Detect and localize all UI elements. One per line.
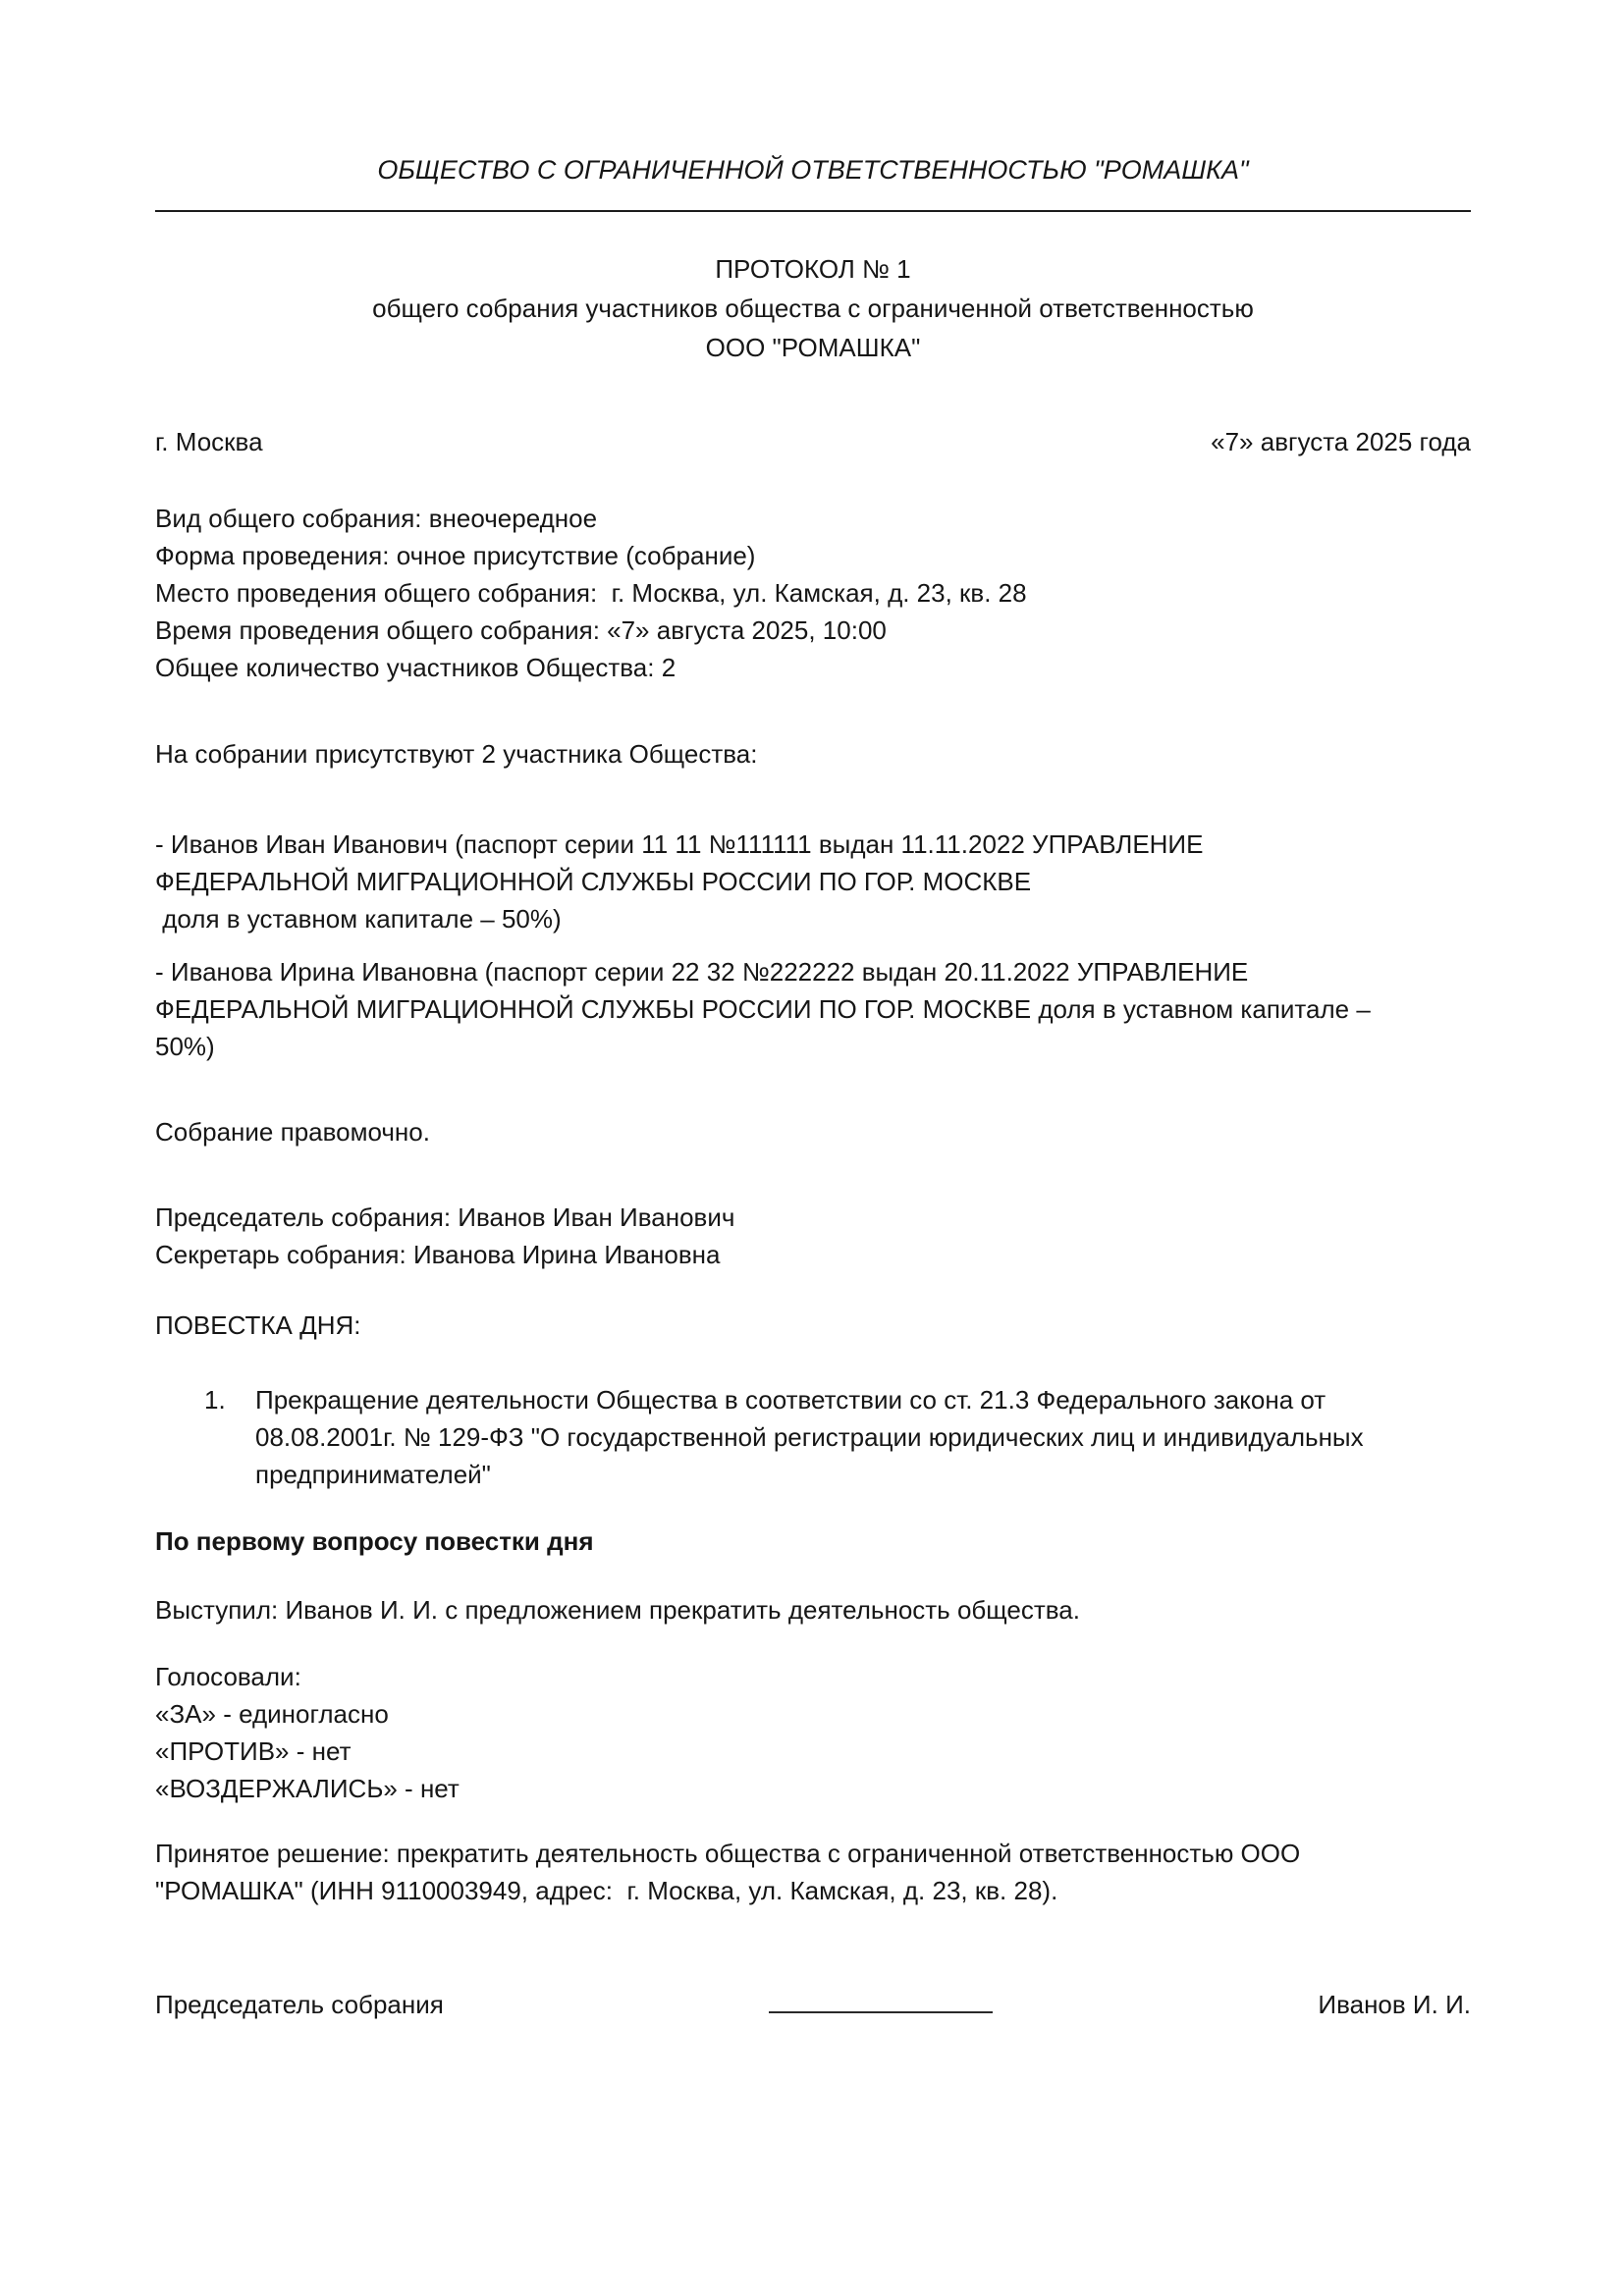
participants-count-line: Общее количество участников Общества: 2 (155, 653, 677, 682)
meeting-officers-block (155, 1199, 1471, 1273)
participant-1-line-3: доля в уставном капитале – 50%) (155, 904, 562, 934)
voting-heading: Голосовали: (155, 1662, 301, 1691)
protocol-title-line: ПРОТОКОЛ № 1 (715, 254, 911, 284)
agenda-item-1-number: 1. (204, 1385, 226, 1415)
date-label: «7» августа 2025 года (1211, 427, 1471, 456)
first-question-heading: По первому вопросу повестки дня (155, 1526, 594, 1556)
chairman-line: Председатель собрания: Иванов Иван Иванович (155, 1202, 735, 1232)
meeting-kind-line: Вид общего собрания: внеочередное (155, 504, 598, 533)
vote-abstained-line: «ВОЗДЕРЖАЛИСЬ» - нет (155, 1774, 460, 1803)
participant-2-line-2: ФЕДЕРАЛЬНОЙ МИГРАЦИОННОЙ СЛУЖБЫ РОССИИ ПО ГОР. МОСКВЕ доля в уставном капитале – (155, 994, 1371, 1024)
meeting-details-block (155, 500, 1471, 686)
vote-for-line: «ЗА» - единогласно (155, 1699, 389, 1729)
participant-1-line-1: - Иванов Иван Иванович (паспорт серии 11 11 №111111 выдан 11.11.2022 УПРАВЛЕНИЕ (155, 829, 1204, 859)
city-date-row (155, 423, 1471, 460)
city-label: г. Москва (155, 427, 263, 456)
agenda-item-1-text (255, 1381, 1471, 1493)
meeting-form-line: Форма проведения: очное присутствие (собрание) (155, 541, 756, 570)
secretary-line: Секретарь собрания: Иванова Ирина Ивановна (155, 1240, 721, 1269)
vote-against-line: «ПРОТИВ» - нет (155, 1736, 352, 1766)
attendance-intro-line: На собрании присутствуют 2 участника Общества: (155, 739, 758, 769)
participant-2-line-3: 50%) (155, 1032, 215, 1061)
agenda-item-1-line-2: 08.08.2001г. № 129-ФЗ "О государственной регистрации юридических лиц и индивидуальных (255, 1422, 1364, 1452)
agenda-item-1-line-1: Прекращение деятельности Общества в соответствии со ст. 21.3 Федерального закона от (255, 1385, 1326, 1415)
meeting-time-line: Время проведения общего собрания: «7» августа 2025, 10:00 (155, 615, 887, 645)
decision-line-1: Принятое решение: прекратить деятельность общества с ограниченной ответственностью ООО (155, 1839, 1301, 1868)
signature-name: Иванов И. И. (1318, 1990, 1471, 2019)
signature-row (155, 1982, 1471, 2023)
participant-2-line-1: - Иванова Ирина Ивановна (паспорт серии 22 32 №222222 выдан 20.11.2022 УПРАВЛЕНИЕ (155, 957, 1249, 987)
signature-role-label: Председатель собрания (155, 1990, 444, 2019)
agenda-item-1-line-3: предпринимателей" (255, 1460, 491, 1489)
document-content (155, 0, 1471, 2023)
participant-2-paragraph (155, 953, 1471, 1065)
agenda-heading: ПОВЕСТКА ДНЯ: (155, 1310, 361, 1340)
quorum-statement: Собрание правомочно. (155, 1117, 430, 1147)
voting-block (155, 1658, 1471, 1807)
document-title-block (155, 249, 1471, 367)
participant-1-paragraph (155, 826, 1471, 937)
company-letterhead: ОБЩЕСТВО С ОГРАНИЧЕННОЙ ОТВЕТСТВЕННОСТЬЮ "РОМАШКА" (377, 155, 1249, 185)
participant-1-line-2: ФЕДЕРАЛЬНОЙ МИГРАЦИОННОЙ СЛУЖБЫ РОССИИ ПО ГОР. МОСКВЕ (155, 867, 1032, 896)
speaker-line: Выступил: Иванов И. И. с предложением прекратить деятельность общества. (155, 1595, 1080, 1625)
title-subtitle-line: общего собрания участников общества с ограниченной ответственностью (372, 294, 1254, 323)
meeting-place-line: Место проведения общего собрания: г. Москва, ул. Камская, д. 23, кв. 28 (155, 578, 1027, 608)
decision-line-2: "РОМАШКА" (ИНН 9110003949, адрес: г. Москва, ул. Камская, д. 23, кв. 28). (155, 1876, 1058, 1905)
agenda-item-1 (155, 1381, 1471, 1493)
signature-blank-line (769, 1982, 993, 2013)
letterhead-divider-rule (155, 210, 1471, 212)
title-company-line: ООО "РОМАШКА" (705, 333, 921, 362)
decision-paragraph (155, 1835, 1471, 1909)
